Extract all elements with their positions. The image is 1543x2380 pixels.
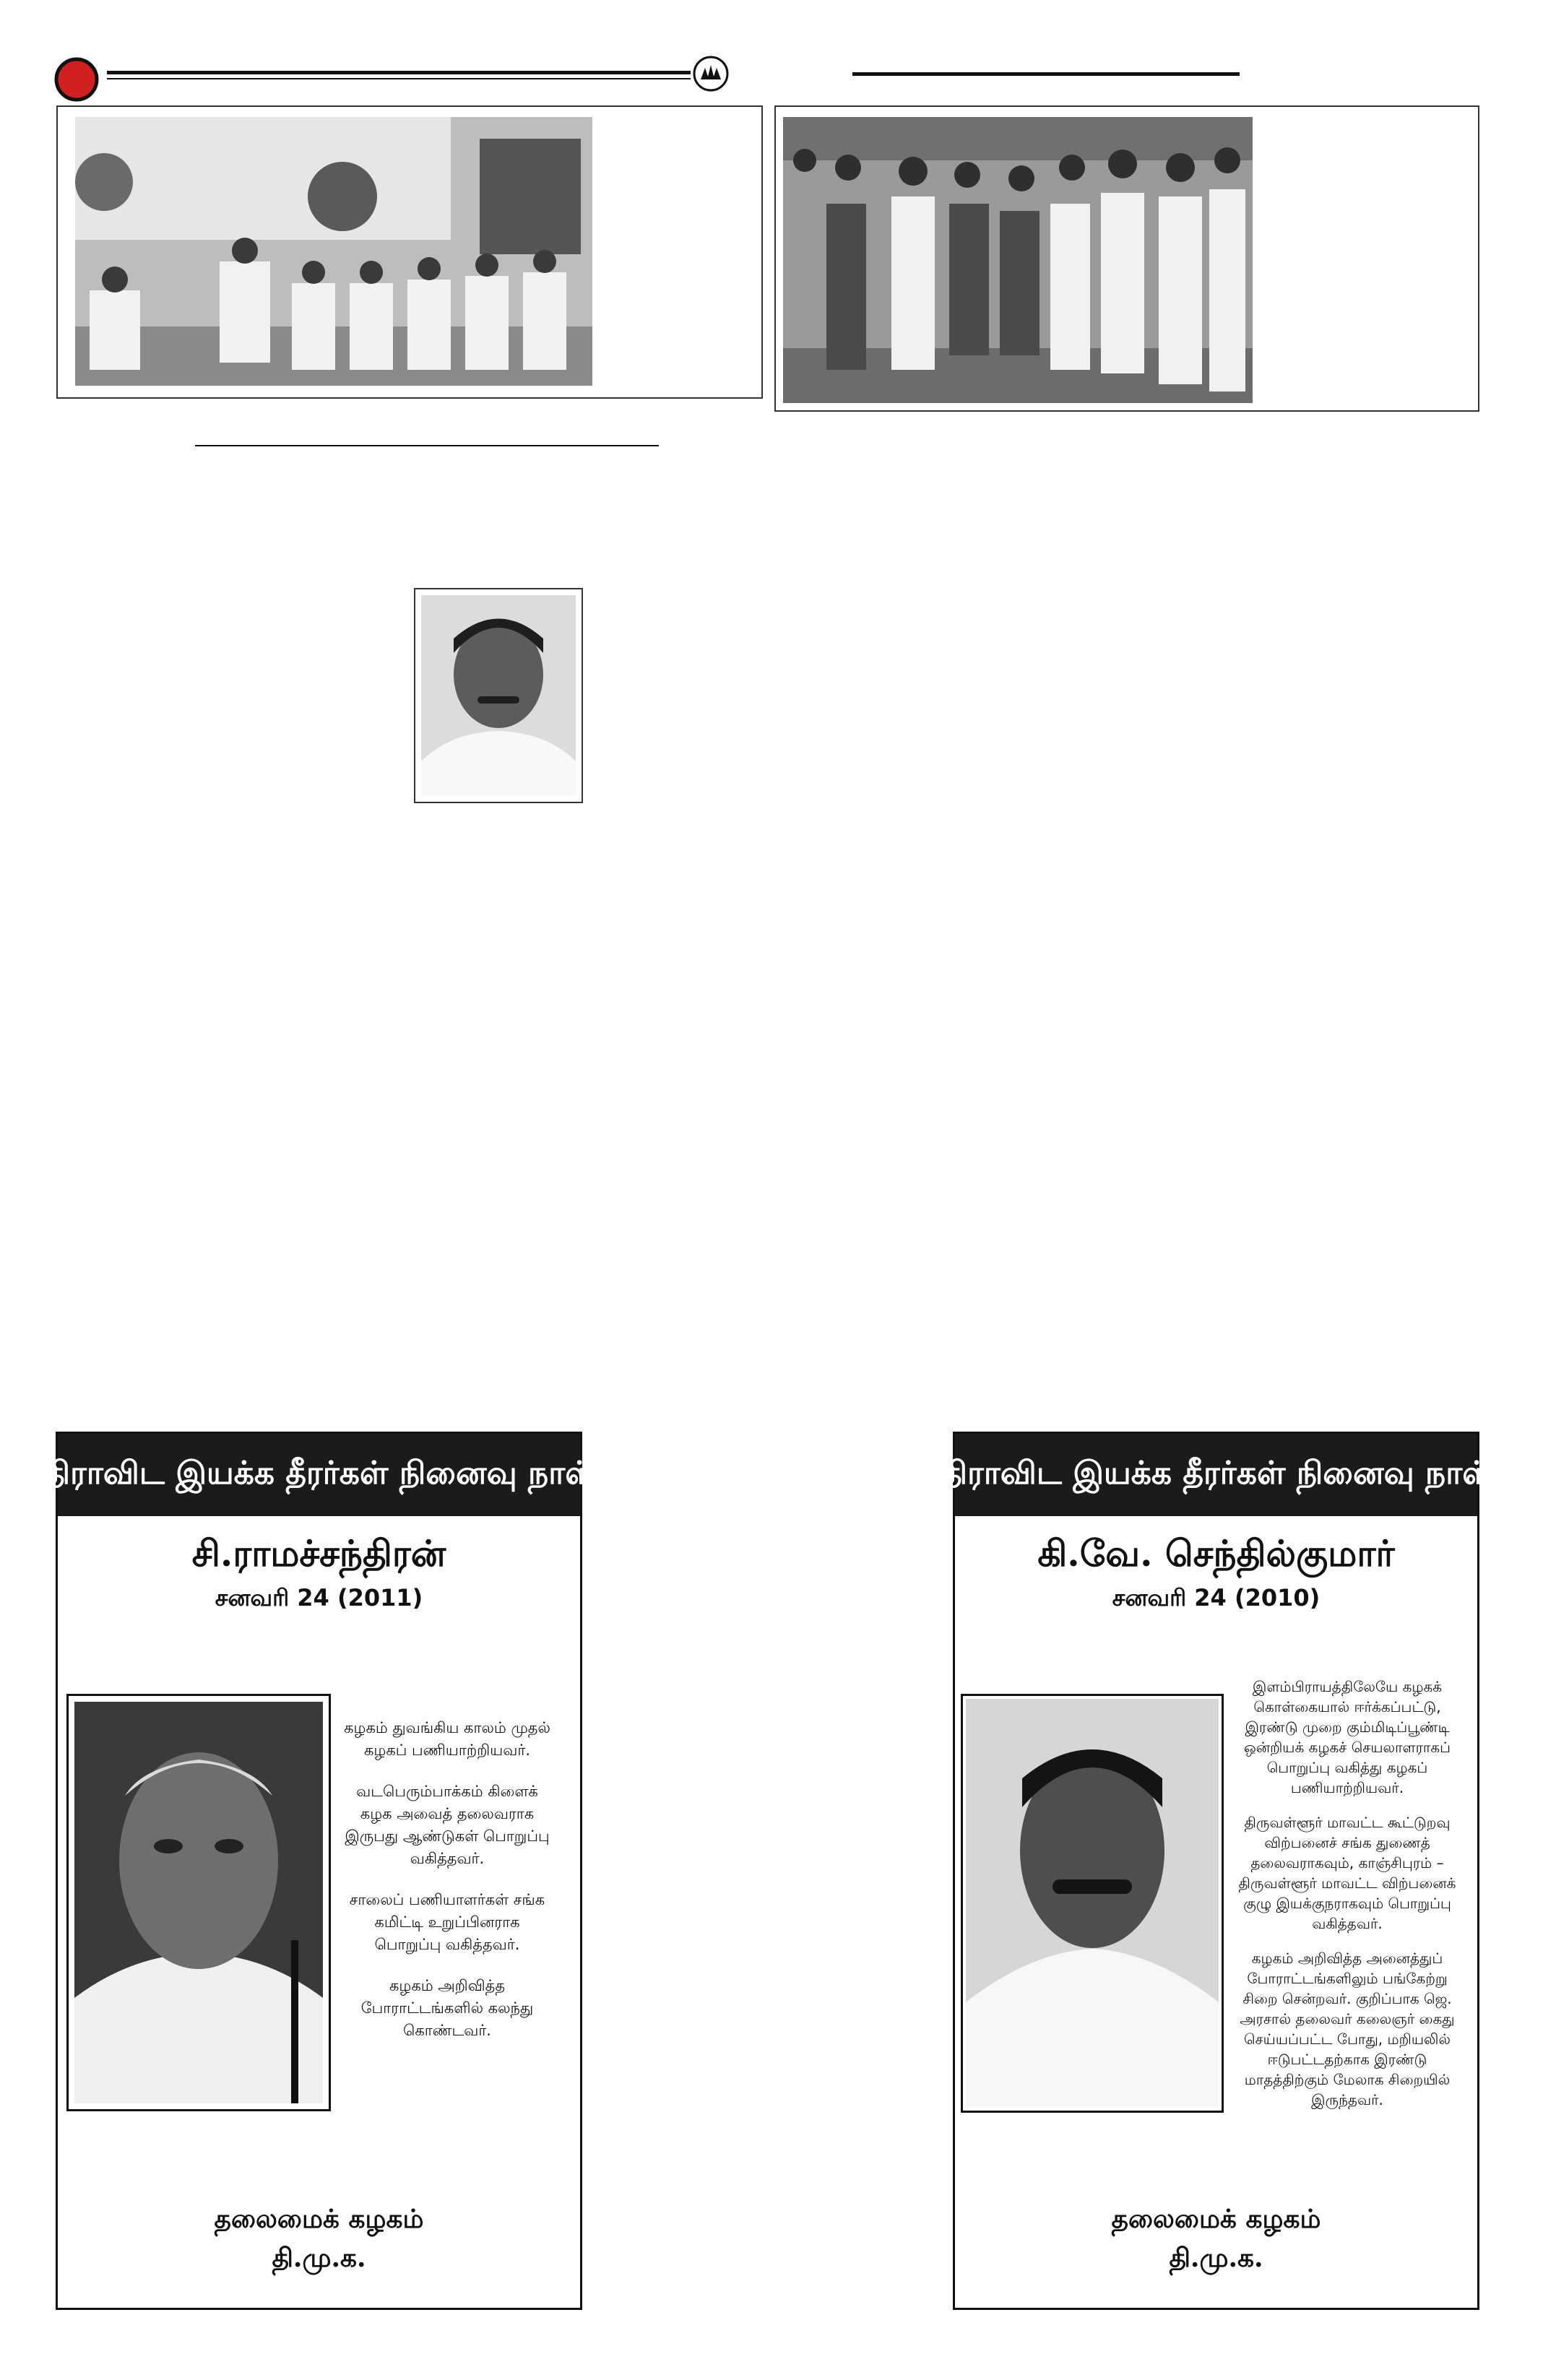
person-name: கி.வே. செந்தில்குமார் <box>1037 1532 1395 1575</box>
header-rule-left-top <box>107 71 691 74</box>
signature-line-1: தலைமைக் கழகம் <box>1111 2204 1321 2234</box>
photo-frame-meeting <box>56 105 763 399</box>
bio-paragraph: வடபெரும்பாக்கம் கிளைக் கழக அவைத் தலைவராக இருபது ஆண்டுகள் பொறுப்பு வகித்தவர். <box>345 1783 550 1867</box>
meeting-stage-photo <box>75 117 592 386</box>
photo-frame-ceremony <box>774 105 1479 412</box>
rising-sun-emblem-icon <box>692 55 730 92</box>
portrait-frame <box>414 588 583 803</box>
page-badge-icon <box>53 56 100 103</box>
memorial-date: சனவரி 24 (2010) <box>1112 1584 1321 1611</box>
signature <box>955 2199 1477 2277</box>
memorial-date: சனவரி 24 (2011) <box>215 1584 423 1611</box>
person-name: சி.ராமச்சந்திரன் <box>191 1532 446 1575</box>
bio-paragraph: கழகம் அறிவித்த அனைத்துப் போராட்டங்களிலும் பங்கேற்று சிறை சென்றவர். குறிப்பாக ஜெ. அரசால் தலைவர் கலைஞர் கைது செய்யப்பட்ட போது, மறியலில் ஈடுபட்டதற்காக இரண்டு மாதத்திற்கும் மேலாக சிறையில் இருந்தவர். <box>1240 1950 1455 2108</box>
card-header: திராவிட இயக்க தீரர்கள் நினைவு நாள் <box>58 1434 580 1516</box>
bio-paragraph: கழகம் துவங்கிய காலம் முதல் கழகப் பணியாற்றியவர். <box>344 1719 550 1759</box>
signature-line-1: தலைமைக் கழகம் <box>214 2204 424 2234</box>
signature <box>58 2199 580 2277</box>
card-bio <box>344 1717 550 2061</box>
memorial-card-1 <box>44 1432 594 2310</box>
header-rule-left-bottom <box>107 78 691 79</box>
bio-paragraph: கழகம் அறிவித்த போராட்டங்களில் கலந்து கொண்டவர். <box>360 1977 534 2039</box>
bio-paragraph: திருவள்ளூர் மாவட்ட கூட்டுறவு விற்பனைச் சங்க துணைத் தலைவராகவும், காஞ்சிபுரம் – திருவள்ளூர் மாவட்ட விற்பனைக் குழு இயக்குநராகவும் பொறுப்பு வகித்தவர். <box>1238 1814 1456 1932</box>
person-photo <box>966 1699 1219 2108</box>
ceremony-group-photo <box>783 117 1253 403</box>
bio-paragraph: இளம்பிராயத்திலேயே கழகக் கொள்கையால் ஈர்க்கப்பட்டு, இரண்டு முறை கும்மிடிப்பூண்டி ஒன்றியக் கழகச் செயலாளராகப் பொறுப்பு வகித்து கழகப் பணியாற்றியவர். <box>1243 1678 1451 1796</box>
portrait-photo <box>421 595 576 796</box>
person-photo-frame <box>961 1694 1224 2113</box>
memorial-card-2 <box>941 1432 1491 2310</box>
person-photo-frame <box>66 1694 331 2111</box>
header-rule-right <box>852 72 1240 76</box>
caption-rule <box>195 445 659 446</box>
bio-paragraph: சாலைப் பணியாளர்கள் சங்க கமிட்டி உறுப்பினராக பொறுப்பு வகித்தவர். <box>349 1891 545 1953</box>
person-photo <box>74 1702 323 2103</box>
signature-line-2: தி.மு.க. <box>1169 2243 1263 2273</box>
card-header: திராவிட இயக்க தீரர்கள் நினைவு நாள் <box>955 1434 1477 1516</box>
card-bio <box>1232 1676 1462 2124</box>
signature-line-2: தி.மு.க. <box>272 2243 366 2273</box>
